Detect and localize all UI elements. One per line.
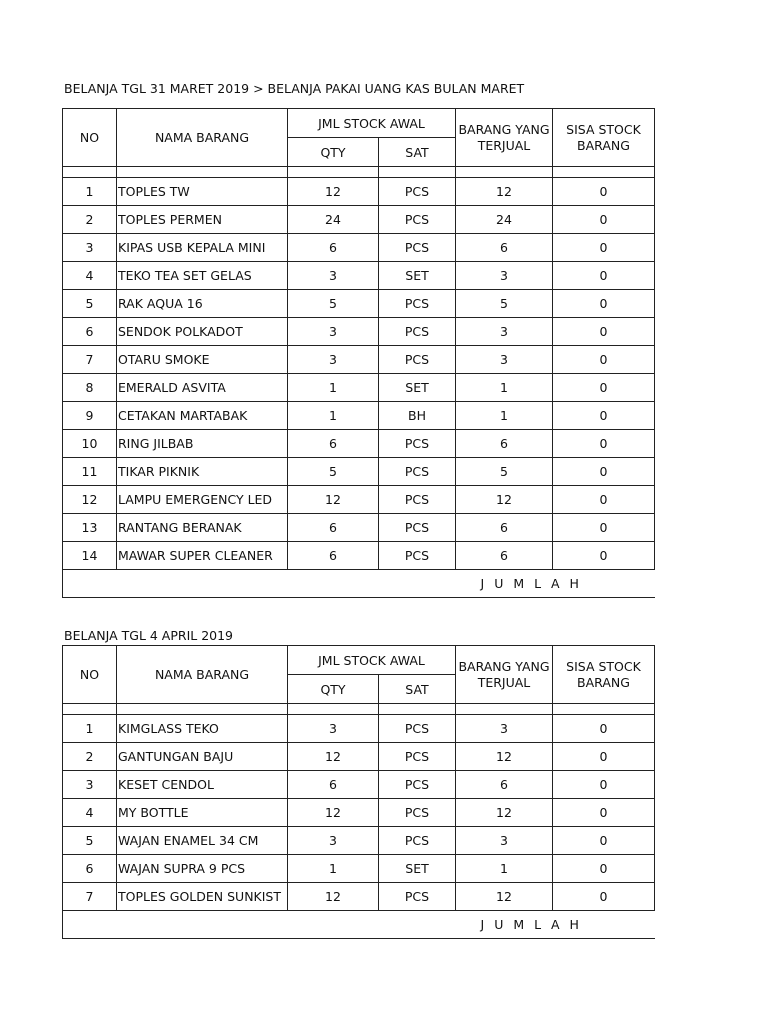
- cell-sat: BH: [379, 402, 456, 430]
- cell-no: 14: [63, 542, 117, 570]
- cell-qty: 5: [288, 458, 379, 486]
- cell-sat: PCS: [379, 743, 456, 771]
- cell-qty: 12: [288, 178, 379, 206]
- total-label: J U M L A H: [63, 570, 655, 598]
- cell-nama-barang: TEKO TEA SET GELAS: [117, 262, 288, 290]
- cell-terjual: 3: [456, 715, 553, 743]
- table-row: [63, 262, 655, 290]
- cell-terjual: 3: [456, 262, 553, 290]
- cell-no: 6: [63, 318, 117, 346]
- table-row: [63, 743, 655, 771]
- cell-nama-barang: TOPLES PERMEN: [117, 206, 288, 234]
- cell-sat: PCS: [379, 206, 456, 234]
- cell-sisa: 0: [553, 374, 655, 402]
- header-sat: SAT: [379, 138, 456, 167]
- cell-nama-barang: SENDOK POLKADOT: [117, 318, 288, 346]
- cell-no: 3: [63, 771, 117, 799]
- cell-nama-barang: OTARU SMOKE: [117, 346, 288, 374]
- table-2-caption: BELANJA TGL 4 APRIL 2019: [64, 628, 234, 643]
- cell-no: 4: [63, 799, 117, 827]
- cell-no: 4: [63, 262, 117, 290]
- cell-terjual: 6: [456, 430, 553, 458]
- cell-sat: PCS: [379, 178, 456, 206]
- cell-no: 3: [63, 234, 117, 262]
- cell-sat: PCS: [379, 346, 456, 374]
- cell-sat: PCS: [379, 799, 456, 827]
- cell-nama-barang: TOPLES GOLDEN SUNKIST: [117, 883, 288, 911]
- stock-table-1: [62, 108, 655, 598]
- table-row: [63, 855, 655, 883]
- cell-no: 7: [63, 346, 117, 374]
- cell-nama-barang: RAK AQUA 16: [117, 290, 288, 318]
- cell-nama-barang: WAJAN SUPRA 9 PCS: [117, 855, 288, 883]
- cell-sisa: 0: [553, 883, 655, 911]
- cell-no: 13: [63, 514, 117, 542]
- cell-nama-barang: LAMPU EMERGENCY LED: [117, 486, 288, 514]
- header-nama-barang: NAMA BARANG: [117, 109, 288, 167]
- cell-sisa: 0: [553, 458, 655, 486]
- header-sisa-stock-barang: SISA STOCK BARANG: [553, 646, 655, 704]
- cell-sat: PCS: [379, 234, 456, 262]
- cell-sat: PCS: [379, 771, 456, 799]
- cell-sat: SET: [379, 374, 456, 402]
- cell-sat: PCS: [379, 318, 456, 346]
- cell-terjual: 12: [456, 743, 553, 771]
- cell-terjual: 3: [456, 827, 553, 855]
- cell-nama-barang: TIKAR PIKNIK: [117, 458, 288, 486]
- cell-no: 8: [63, 374, 117, 402]
- cell-qty: 3: [288, 318, 379, 346]
- table-row: [63, 402, 655, 430]
- cell-qty: 12: [288, 799, 379, 827]
- table-row: [63, 883, 655, 911]
- cell-terjual: 1: [456, 855, 553, 883]
- cell-terjual: 3: [456, 318, 553, 346]
- cell-qty: 6: [288, 514, 379, 542]
- cell-terjual: 6: [456, 234, 553, 262]
- cell-sisa: 0: [553, 402, 655, 430]
- cell-sisa: 0: [553, 771, 655, 799]
- header-jml-stock-awal: JML STOCK AWAL: [288, 646, 456, 675]
- cell-qty: 5: [288, 290, 379, 318]
- table-row: [63, 827, 655, 855]
- cell-no: 5: [63, 827, 117, 855]
- cell-sisa: 0: [553, 542, 655, 570]
- cell-qty: 12: [288, 743, 379, 771]
- cell-sat: PCS: [379, 458, 456, 486]
- cell-nama-barang: WAJAN ENAMEL 34 CM: [117, 827, 288, 855]
- total-label: J U M L A H: [63, 911, 655, 939]
- cell-sisa: 0: [553, 827, 655, 855]
- cell-sat: PCS: [379, 514, 456, 542]
- cell-qty: 6: [288, 542, 379, 570]
- header-barang-yang-terjual: BARANG YANG TERJUAL: [456, 109, 553, 167]
- cell-qty: 1: [288, 402, 379, 430]
- table-row: [63, 799, 655, 827]
- table-row: [63, 318, 655, 346]
- cell-sisa: 0: [553, 290, 655, 318]
- cell-sisa: 0: [553, 206, 655, 234]
- cell-nama-barang: KESET CENDOL: [117, 771, 288, 799]
- cell-qty: 3: [288, 827, 379, 855]
- cell-nama-barang: EMERALD ASVITA: [117, 374, 288, 402]
- cell-qty: 3: [288, 346, 379, 374]
- cell-qty: 6: [288, 771, 379, 799]
- cell-terjual: 12: [456, 799, 553, 827]
- cell-nama-barang: CETAKAN MARTABAK: [117, 402, 288, 430]
- cell-terjual: 3: [456, 346, 553, 374]
- cell-sat: PCS: [379, 290, 456, 318]
- cell-sisa: 0: [553, 178, 655, 206]
- cell-qty: 1: [288, 374, 379, 402]
- cell-no: 10: [63, 430, 117, 458]
- table-row: [63, 346, 655, 374]
- cell-sat: PCS: [379, 715, 456, 743]
- table-row: [63, 514, 655, 542]
- cell-no: 2: [63, 206, 117, 234]
- cell-sisa: 0: [553, 346, 655, 374]
- cell-terjual: 12: [456, 486, 553, 514]
- cell-nama-barang: TOPLES TW: [117, 178, 288, 206]
- cell-no: 2: [63, 743, 117, 771]
- cell-sisa: 0: [553, 514, 655, 542]
- cell-sisa: 0: [553, 486, 655, 514]
- cell-sisa: 0: [553, 743, 655, 771]
- cell-no: 5: [63, 290, 117, 318]
- cell-terjual: 12: [456, 178, 553, 206]
- cell-terjual: 6: [456, 771, 553, 799]
- cell-no: 7: [63, 883, 117, 911]
- total-row: [63, 570, 655, 598]
- cell-terjual: 12: [456, 883, 553, 911]
- table-row: [63, 542, 655, 570]
- cell-nama-barang: RING JILBAB: [117, 430, 288, 458]
- cell-terjual: 6: [456, 514, 553, 542]
- cell-terjual: 24: [456, 206, 553, 234]
- cell-sisa: 0: [553, 799, 655, 827]
- cell-nama-barang: RANTANG BERANAK: [117, 514, 288, 542]
- cell-sat: PCS: [379, 486, 456, 514]
- cell-qty: 1: [288, 855, 379, 883]
- cell-sat: PCS: [379, 542, 456, 570]
- table-row: [63, 458, 655, 486]
- table-row: [63, 771, 655, 799]
- cell-qty: 12: [288, 486, 379, 514]
- cell-sisa: 0: [553, 318, 655, 346]
- spacer-row: [63, 704, 655, 715]
- cell-qty: 3: [288, 715, 379, 743]
- cell-nama-barang: MAWAR SUPER CLEANER: [117, 542, 288, 570]
- table-1-caption: BELANJA TGL 31 MARET 2019 > BELANJA PAKAI UANG KAS BULAN MARET: [64, 81, 525, 96]
- cell-terjual: 5: [456, 290, 553, 318]
- cell-terjual: 1: [456, 402, 553, 430]
- cell-sisa: 0: [553, 234, 655, 262]
- table-row: [63, 430, 655, 458]
- cell-qty: 12: [288, 883, 379, 911]
- cell-nama-barang: MY BOTTLE: [117, 799, 288, 827]
- cell-terjual: 6: [456, 542, 553, 570]
- cell-sat: SET: [379, 262, 456, 290]
- stock-table-2: [62, 645, 655, 939]
- header-barang-yang-terjual: BARANG YANG TERJUAL: [456, 646, 553, 704]
- cell-sat: SET: [379, 855, 456, 883]
- table-row: [63, 234, 655, 262]
- cell-sisa: 0: [553, 855, 655, 883]
- cell-qty: 6: [288, 430, 379, 458]
- cell-no: 1: [63, 715, 117, 743]
- header-qty: QTY: [288, 138, 379, 167]
- header-qty: QTY: [288, 675, 379, 704]
- cell-nama-barang: KIMGLASS TEKO: [117, 715, 288, 743]
- cell-no: 1: [63, 178, 117, 206]
- header-no: NO: [63, 646, 117, 704]
- header-jml-stock-awal: JML STOCK AWAL: [288, 109, 456, 138]
- cell-sisa: 0: [553, 262, 655, 290]
- cell-qty: 3: [288, 262, 379, 290]
- cell-nama-barang: KIPAS USB KEPALA MINI: [117, 234, 288, 262]
- header-nama-barang: NAMA BARANG: [117, 646, 288, 704]
- table-row: [63, 715, 655, 743]
- table-row: [63, 290, 655, 318]
- table-row: [63, 486, 655, 514]
- cell-no: 9: [63, 402, 117, 430]
- cell-nama-barang: GANTUNGAN BAJU: [117, 743, 288, 771]
- cell-terjual: 5: [456, 458, 553, 486]
- cell-qty: 24: [288, 206, 379, 234]
- cell-no: 12: [63, 486, 117, 514]
- cell-sat: PCS: [379, 827, 456, 855]
- total-row: [63, 911, 655, 939]
- spacer-row: [63, 167, 655, 178]
- table-row: [63, 206, 655, 234]
- header-no: NO: [63, 109, 117, 167]
- cell-qty: 6: [288, 234, 379, 262]
- table-row: [63, 374, 655, 402]
- cell-sat: PCS: [379, 430, 456, 458]
- cell-terjual: 1: [456, 374, 553, 402]
- cell-no: 6: [63, 855, 117, 883]
- cell-sisa: 0: [553, 715, 655, 743]
- cell-no: 11: [63, 458, 117, 486]
- header-sisa-stock-barang: SISA STOCK BARANG: [553, 109, 655, 167]
- cell-sat: PCS: [379, 883, 456, 911]
- header-sat: SAT: [379, 675, 456, 704]
- table-row: [63, 178, 655, 206]
- cell-sisa: 0: [553, 430, 655, 458]
